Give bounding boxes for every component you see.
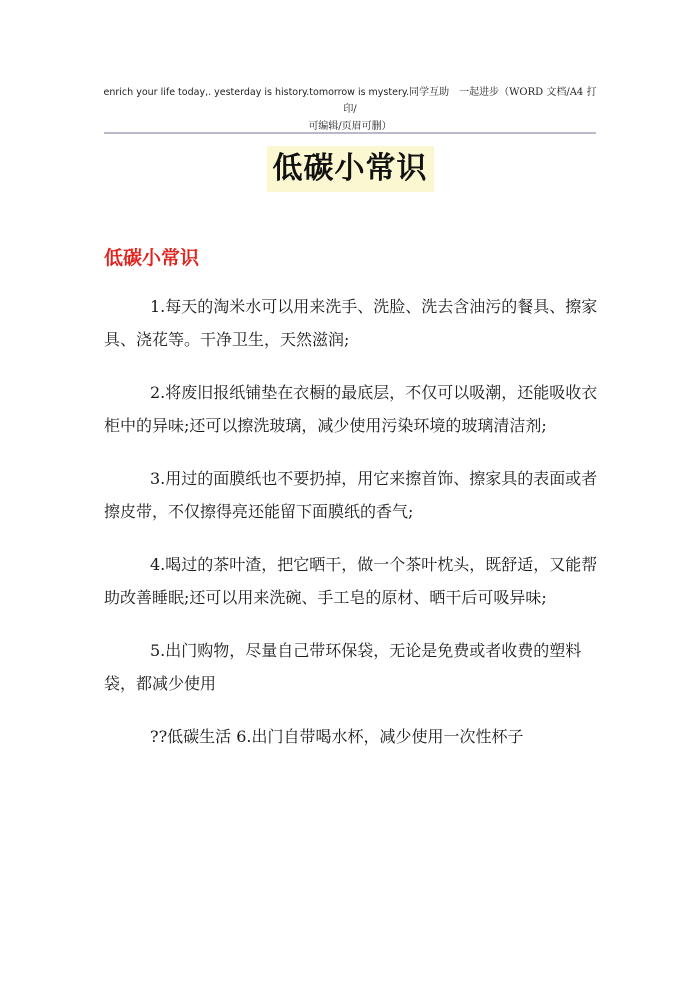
paragraph-3: 3.用过的面膜纸也不要扔掉，用它来擦首饰、擦家具的表面或者擦皮带，不仅擦得亮还能留下面膜纸的香气;: [104, 469, 598, 521]
paragraph-5: 5.出门购物，尽量自己带环保袋，无论是免费或者收费的塑料袋，都减少使用: [104, 641, 582, 693]
page-header: [100, 84, 600, 135]
title-container: [0, 146, 700, 192]
header-motto: enrich your life today,. yesterday is history.tomorrow is mystery.: [103, 87, 410, 98]
header-line-1: [100, 84, 600, 118]
header-note: 同学互助 一起进步（WORD 文档/A4 打印/: [343, 87, 597, 115]
paragraph-4: 4.喝过的茶叶渣，把它晒干，做一个茶叶枕头，既舒适，又能帮助改善睡眠;还可以用来洗碗、手工皂的原材、晒干后可吸异味;: [104, 555, 598, 607]
paragraph-2: 2.将废旧报纸铺垫在衣橱的最底层，不仅可以吸潮，还能吸收衣柜中的异味;还可以擦洗玻璃，减少使用污染环境的玻璃清洁剂;: [104, 383, 598, 435]
paragraph-1: 1.每天的淘米水可以用来洗手、洗脸、洗去含油污的餐具、擦家具、浇花等。干净卫生，天然滋润;: [104, 297, 598, 349]
header-line-2: 可编辑/页眉可删）: [308, 121, 392, 132]
document-body: [104, 290, 598, 773]
section-heading: 低碳小常识: [104, 247, 200, 269]
paragraph-6: ??低碳生活 6.出门自带喝水杯，减少使用一次性杯子: [150, 727, 524, 746]
header-divider: [104, 132, 596, 134]
document-title: 低碳小常识: [267, 146, 434, 192]
